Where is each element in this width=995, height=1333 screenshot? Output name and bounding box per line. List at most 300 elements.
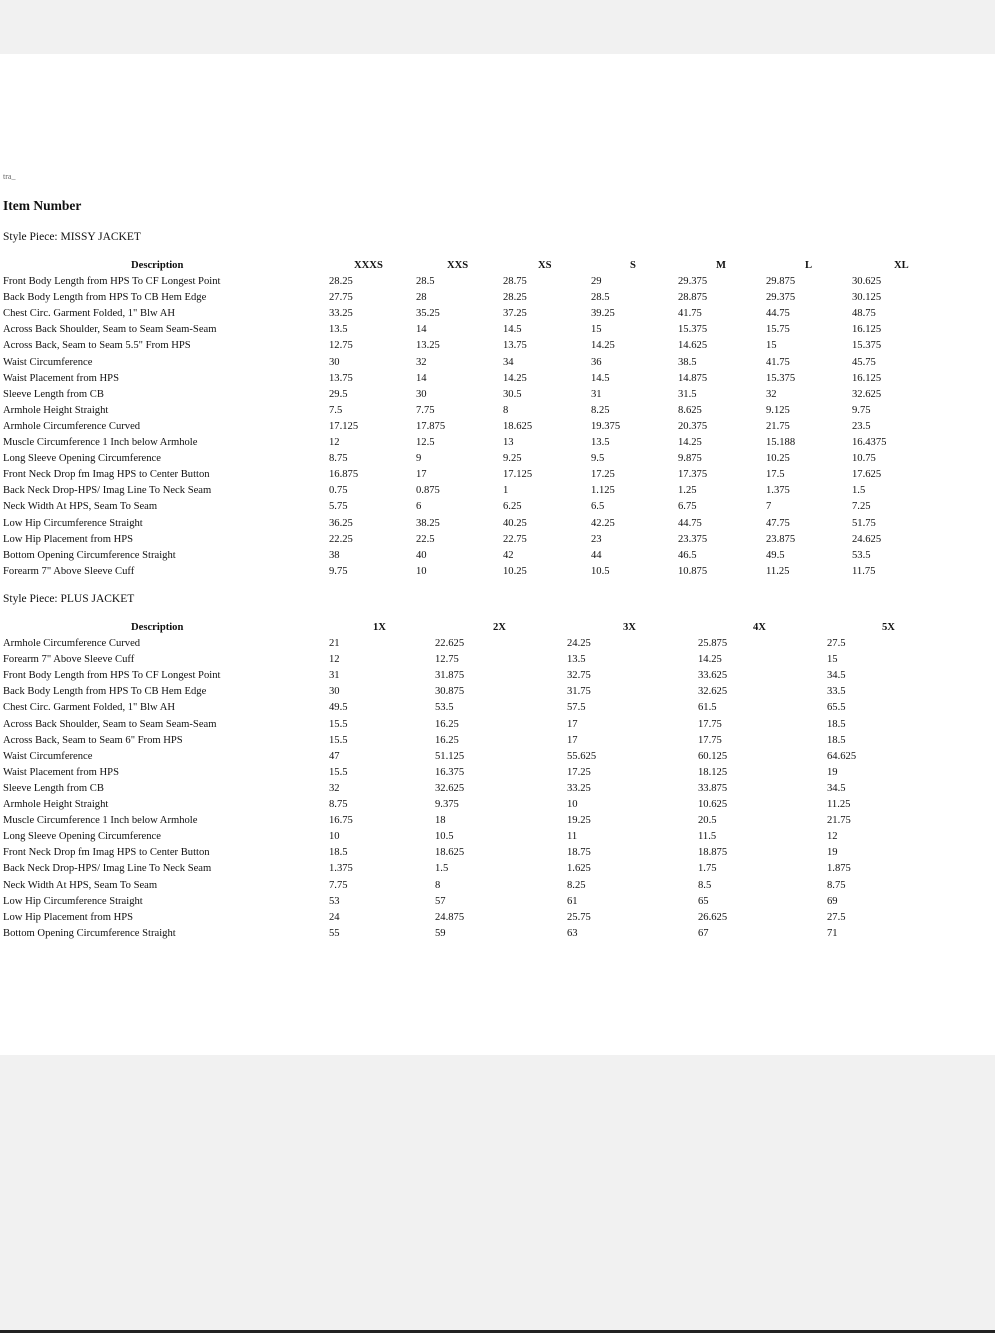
- measurement-value: 51.125: [435, 750, 465, 762]
- measurement-value: 22.5: [416, 533, 435, 545]
- measurement-value: 9.125: [766, 404, 790, 416]
- measurement-value: 16.25: [435, 734, 459, 746]
- measurement-description: Long Sleeve Opening Circumference: [3, 453, 161, 465]
- measurement-value: 21.75: [827, 815, 851, 827]
- measurement-value: 0.75: [329, 485, 348, 497]
- measurement-value: 9: [416, 453, 422, 465]
- table-row: [3, 435, 993, 451]
- measurement-value: 6.5: [591, 501, 605, 513]
- measurement-value: 24.25: [567, 638, 591, 650]
- size-header: 3X: [623, 622, 636, 633]
- measurement-value: 23.375: [678, 533, 708, 545]
- measurement-description: Back Body Length from HPS To CB Hem Edge: [3, 292, 207, 304]
- measurement-description: Muscle Circumference 1 Inch below Armhole: [3, 815, 198, 827]
- measurement-value: 28.5: [591, 292, 610, 304]
- measurement-value: 44.75: [766, 308, 790, 320]
- measurement-value: 47.75: [766, 517, 790, 529]
- measurement-description: Back Neck Drop-HPS/ Imag Line To Neck Seam: [3, 485, 212, 497]
- measurement-value: 10.625: [698, 799, 728, 811]
- measurement-value: 40.25: [503, 517, 527, 529]
- measurement-value: 16.25: [435, 718, 459, 730]
- table-row: [3, 274, 993, 290]
- measurement-value: 18.125: [698, 766, 728, 778]
- measurement-description: Low Hip Circumference Straight: [3, 517, 143, 529]
- measurement-value: 8.75: [329, 453, 348, 465]
- measurement-description: Across Back Shoulder, Seam to Seam Seam-Seam: [3, 718, 217, 730]
- measurement-description: Chest Circ. Garment Folded, 1" Blw AH: [3, 702, 176, 714]
- measurement-value: 15.5: [329, 718, 348, 730]
- measurement-value: 14: [416, 372, 427, 384]
- measurement-value: 7: [766, 501, 772, 513]
- measurement-value: 44.75: [678, 517, 702, 529]
- measurement-value: 29.875: [766, 276, 796, 288]
- measurement-description: Armhole Circumference Curved: [3, 638, 141, 650]
- measurement-value: 30.625: [852, 276, 882, 288]
- measurement-value: 51.75: [852, 517, 876, 529]
- measurement-value: 32: [766, 388, 777, 400]
- measurement-value: 12: [329, 437, 340, 449]
- measurement-description: Armhole Circumference Curved: [3, 420, 141, 432]
- measurement-value: 10.5: [435, 831, 454, 843]
- measurement-value: 19: [827, 766, 838, 778]
- measurement-value: 28.75: [503, 276, 527, 288]
- measurement-value: 28.875: [678, 292, 708, 304]
- measurement-value: 34.5: [827, 782, 846, 794]
- measurement-value: 19: [827, 847, 838, 859]
- measurement-value: 14.5: [503, 324, 522, 336]
- measurement-value: 17.75: [698, 734, 722, 746]
- measurement-description: Waist Circumference: [3, 356, 93, 368]
- size-header: 2X: [493, 622, 506, 633]
- measurement-value: 27.75: [329, 292, 353, 304]
- size-header: L: [805, 260, 813, 271]
- measurement-description: Long Sleeve Opening Circumference: [3, 831, 161, 843]
- measurement-value: 17.75: [698, 718, 722, 730]
- measurement-value: 1.375: [766, 485, 790, 497]
- measurement-description: Front Neck Drop fm Imag HPS to Center Button: [3, 847, 210, 859]
- measurement-value: 17.375: [678, 469, 708, 481]
- table-row: [3, 419, 993, 435]
- measurement-value: 42: [503, 549, 514, 561]
- measurement-value: 10: [416, 565, 427, 577]
- measurement-value: 17.5: [766, 469, 785, 481]
- table-row: [3, 684, 993, 700]
- measurement-value: 1.875: [827, 863, 851, 875]
- measurement-description: Low Hip Circumference Straight: [3, 895, 143, 907]
- measurement-value: 55.625: [567, 750, 597, 762]
- measurement-value: 38.25: [416, 517, 440, 529]
- measurement-value: 1.25: [678, 485, 697, 497]
- measurement-value: 29.375: [766, 292, 796, 304]
- measurement-description: Back Neck Drop-HPS/ Imag Line To Neck Seam: [3, 863, 212, 875]
- measurement-value: 8.75: [827, 879, 846, 891]
- measurement-value: 15: [827, 654, 838, 666]
- table-row: [3, 797, 993, 813]
- measurement-value: 18.5: [827, 734, 846, 746]
- measurement-value: 22.25: [329, 533, 353, 545]
- measurement-value: 9.75: [329, 565, 348, 577]
- measurement-value: 61.5: [698, 702, 717, 714]
- measurement-value: 67: [698, 927, 709, 939]
- measurement-value: 32: [416, 356, 427, 368]
- measurement-description: Armhole Height Straight: [3, 404, 109, 416]
- measurement-value: 65: [698, 895, 709, 907]
- table-row: [3, 652, 993, 668]
- measurement-value: 33.875: [698, 782, 728, 794]
- measurement-value: 53.5: [435, 702, 454, 714]
- size-header: XXS: [447, 260, 469, 271]
- size-header: XS: [538, 260, 552, 271]
- tiny-mark: tra_: [3, 172, 16, 181]
- measurement-value: 6.75: [678, 501, 697, 513]
- measurement-value: 11: [567, 831, 578, 843]
- measurement-value: 32.625: [698, 686, 728, 698]
- measurement-description: Bottom Opening Circumference Straight: [3, 549, 176, 561]
- description-header: Description: [131, 260, 184, 271]
- measurement-value: 7.25: [852, 501, 871, 513]
- measurement-value: 9.25: [503, 453, 522, 465]
- size-header: M: [716, 260, 726, 271]
- measurement-description: Across Back, Seam to Seam 6" From HPS: [3, 734, 183, 746]
- measurement-value: 42.25: [591, 517, 615, 529]
- measurement-value: 48.75: [852, 308, 876, 320]
- size-header: S: [630, 260, 636, 271]
- measurement-description: Sleeve Length from CB: [3, 782, 104, 794]
- measurement-value: 32: [329, 782, 340, 794]
- measurement-value: 7.75: [329, 879, 348, 891]
- measurement-description: Muscle Circumference 1 Inch below Armhole: [3, 437, 198, 449]
- measurement-value: 12.75: [329, 340, 353, 352]
- measurement-value: 22.75: [503, 533, 527, 545]
- measurement-value: 29.5: [329, 388, 348, 400]
- measurement-value: 24.625: [852, 533, 882, 545]
- measurement-value: 45.75: [852, 356, 876, 368]
- measurement-value: 44: [591, 549, 602, 561]
- measurement-value: 23.5: [852, 420, 871, 432]
- measurement-value: 17: [416, 469, 427, 481]
- measurement-value: 10.25: [503, 565, 527, 577]
- measurement-value: 13.25: [416, 340, 440, 352]
- measurement-value: 13: [503, 437, 514, 449]
- measurement-value: 59: [435, 927, 446, 939]
- missy-spec-table: [3, 258, 993, 580]
- table-row: [3, 451, 993, 467]
- measurement-value: 15.75: [766, 324, 790, 336]
- measurement-value: 12: [827, 831, 838, 843]
- measurement-value: 24: [329, 911, 340, 923]
- measurement-value: 18.875: [698, 847, 728, 859]
- measurement-value: 30.875: [435, 686, 465, 698]
- measurement-description: Sleeve Length from CB: [3, 388, 104, 400]
- measurement-value: 13.5: [329, 324, 348, 336]
- measurement-value: 60.125: [698, 750, 728, 762]
- size-header: 4X: [753, 622, 766, 633]
- measurement-description: Waist Placement from HPS: [3, 372, 119, 384]
- table-row: [3, 926, 993, 942]
- measurement-value: 10.25: [766, 453, 790, 465]
- description-header: Description: [131, 622, 184, 633]
- table-row: [3, 371, 993, 387]
- measurement-value: 18.625: [503, 420, 533, 432]
- measurement-description: Back Body Length from HPS To CB Hem Edge: [3, 686, 207, 698]
- measurement-value: 1.375: [329, 863, 353, 875]
- style-piece-missy: Style Piece: MISSY JACKET: [3, 231, 141, 243]
- measurement-value: 16.125: [852, 372, 882, 384]
- measurement-description: Low Hip Placement from HPS: [3, 911, 134, 923]
- measurement-value: 10: [567, 799, 578, 811]
- measurement-value: 6: [416, 501, 422, 513]
- size-header: XL: [894, 260, 909, 271]
- measurement-value: 8.25: [567, 879, 586, 891]
- measurement-value: 13.75: [503, 340, 527, 352]
- measurement-description: Forearm 7" Above Sleeve Cuff: [3, 565, 135, 577]
- measurement-value: 17: [567, 734, 578, 746]
- measurement-value: 16.375: [435, 766, 465, 778]
- measurement-value: 10.875: [678, 565, 708, 577]
- measurement-value: 29: [591, 276, 602, 288]
- measurement-value: 28.5: [416, 276, 435, 288]
- measurement-value: 36: [591, 356, 602, 368]
- measurement-value: 17.875: [416, 420, 446, 432]
- style-piece-plus: Style Piece: PLUS JACKET: [3, 593, 135, 605]
- table-row: [3, 499, 993, 515]
- measurement-value: 27.5: [827, 638, 846, 650]
- measurement-value: 31: [591, 388, 602, 400]
- measurement-value: 33.25: [567, 782, 591, 794]
- measurement-value: 71: [827, 927, 838, 939]
- measurement-value: 34: [503, 356, 514, 368]
- measurement-value: 53.5: [852, 549, 871, 561]
- measurement-value: 35.25: [416, 308, 440, 320]
- measurement-value: 15: [591, 324, 602, 336]
- measurement-value: 12: [329, 654, 340, 666]
- measurement-value: 32.625: [435, 782, 465, 794]
- table-row: [3, 355, 993, 371]
- measurement-value: 11.25: [827, 799, 851, 811]
- measurement-value: 57.5: [567, 702, 586, 714]
- table-header-row: [3, 620, 993, 636]
- table-row: [3, 387, 993, 403]
- table-row: [3, 910, 993, 926]
- measurement-value: 15.375: [678, 324, 708, 336]
- measurement-value: 17.25: [567, 766, 591, 778]
- measurement-value: 32.75: [567, 670, 591, 682]
- item-number-heading: Item Number: [3, 198, 82, 213]
- measurement-value: 31.875: [435, 670, 465, 682]
- measurement-value: 12.75: [435, 654, 459, 666]
- measurement-value: 1.5: [435, 863, 449, 875]
- measurement-value: 49.5: [766, 549, 785, 561]
- measurement-value: 14.25: [678, 437, 702, 449]
- table-row: [3, 894, 993, 910]
- measurement-value: 17.125: [329, 420, 359, 432]
- measurement-value: 49.5: [329, 702, 348, 714]
- measurement-value: 1.5: [852, 485, 866, 497]
- measurement-value: 36.25: [329, 517, 353, 529]
- measurement-value: 1.125: [591, 485, 615, 497]
- measurement-description: Bottom Opening Circumference Straight: [3, 927, 176, 939]
- measurement-value: 15.5: [329, 734, 348, 746]
- measurement-value: 26.625: [698, 911, 728, 923]
- measurement-value: 17.25: [591, 469, 615, 481]
- measurement-value: 10.75: [852, 453, 876, 465]
- measurement-value: 39.25: [591, 308, 615, 320]
- measurement-value: 69: [827, 895, 838, 907]
- table-row: [3, 548, 993, 564]
- table-row: [3, 813, 993, 829]
- measurement-description: Chest Circ. Garment Folded, 1" Blw AH: [3, 308, 176, 320]
- table-row: [3, 749, 993, 765]
- measurement-value: 12.5: [416, 437, 435, 449]
- table-row: [3, 878, 993, 894]
- measurement-value: 18.625: [435, 847, 465, 859]
- measurement-value: 7.75: [416, 404, 435, 416]
- measurement-description: Neck Width At HPS, Seam To Seam: [3, 501, 158, 513]
- size-header: 5X: [882, 622, 895, 633]
- measurement-value: 40: [416, 549, 427, 561]
- measurement-value: 18.75: [567, 847, 591, 859]
- measurement-value: 8: [435, 879, 441, 891]
- measurement-value: 30: [329, 356, 340, 368]
- measurement-description: Armhole Height Straight: [3, 799, 109, 811]
- measurement-value: 0.875: [416, 485, 440, 497]
- measurement-value: 41.75: [678, 308, 702, 320]
- table-row: [3, 668, 993, 684]
- measurement-value: 14.25: [698, 654, 722, 666]
- measurement-value: 16.4375: [852, 437, 887, 449]
- size-header: XXXS: [354, 260, 383, 271]
- measurement-value: 9.875: [678, 453, 702, 465]
- measurement-value: 23: [591, 533, 602, 545]
- measurement-value: 17.125: [503, 469, 533, 481]
- measurement-value: 9.375: [435, 799, 459, 811]
- measurement-value: 13.5: [567, 654, 586, 666]
- measurement-value: 7.5: [329, 404, 343, 416]
- measurement-value: 32.625: [852, 388, 882, 400]
- measurement-description: Front Neck Drop fm Imag HPS to Center Button: [3, 469, 210, 481]
- measurement-value: 15.188: [766, 437, 796, 449]
- measurement-value: 30: [329, 686, 340, 698]
- measurement-value: 14.5: [591, 372, 610, 384]
- measurement-value: 38: [329, 549, 340, 561]
- table-row: [3, 483, 993, 499]
- measurement-value: 24.875: [435, 911, 465, 923]
- measurement-value: 34.5: [827, 670, 846, 682]
- measurement-description: Low Hip Placement from HPS: [3, 533, 134, 545]
- measurement-value: 18: [435, 815, 446, 827]
- measurement-value: 64.625: [827, 750, 857, 762]
- table-row: [3, 636, 993, 652]
- table-header-row: [3, 258, 993, 274]
- table-row: [3, 845, 993, 861]
- measurement-value: 14: [416, 324, 427, 336]
- measurement-value: 38.5: [678, 356, 697, 368]
- measurement-value: 33.625: [698, 670, 728, 682]
- measurement-description: Neck Width At HPS, Seam To Seam: [3, 879, 158, 891]
- measurement-description: Waist Placement from HPS: [3, 766, 119, 778]
- plus-spec-table: [3, 620, 993, 942]
- measurement-value: 6.25: [503, 501, 522, 513]
- measurement-value: 30: [416, 388, 427, 400]
- measurement-value: 16.125: [852, 324, 882, 336]
- measurement-value: 61: [567, 895, 578, 907]
- measurement-value: 19.25: [567, 815, 591, 827]
- measurement-value: 8.25: [591, 404, 610, 416]
- measurement-value: 31: [329, 670, 340, 682]
- measurement-value: 8.625: [678, 404, 702, 416]
- measurement-value: 16.75: [329, 815, 353, 827]
- measurement-value: 22.625: [435, 638, 465, 650]
- measurement-value: 11.25: [766, 565, 790, 577]
- table-row: [3, 700, 993, 716]
- table-row: [3, 564, 993, 580]
- measurement-value: 10: [329, 831, 340, 843]
- measurement-value: 21: [329, 638, 340, 650]
- measurement-value: 8: [503, 404, 509, 416]
- measurement-value: 11.75: [852, 565, 876, 577]
- measurement-description: Waist Circumference: [3, 750, 93, 762]
- measurement-value: 23.875: [766, 533, 796, 545]
- size-header: 1X: [373, 622, 386, 633]
- measurement-value: 37.25: [503, 308, 527, 320]
- measurement-value: 8.75: [329, 799, 348, 811]
- measurement-value: 17.625: [852, 469, 882, 481]
- table-row: [3, 516, 993, 532]
- measurement-value: 57: [435, 895, 446, 907]
- table-row: [3, 467, 993, 483]
- measurement-value: 63: [567, 927, 578, 939]
- table-row: [3, 322, 993, 338]
- measurement-value: 15.5: [329, 766, 348, 778]
- measurement-value: 18.5: [827, 718, 846, 730]
- measurement-value: 13.75: [329, 372, 353, 384]
- measurement-value: 29.375: [678, 276, 708, 288]
- measurement-value: 46.5: [678, 549, 697, 561]
- measurement-value: 1.75: [698, 863, 717, 875]
- measurement-value: 53: [329, 895, 340, 907]
- measurement-value: 10.5: [591, 565, 610, 577]
- measurement-value: 25.75: [567, 911, 591, 923]
- measurement-value: 16.875: [329, 469, 359, 481]
- measurement-value: 55: [329, 927, 340, 939]
- measurement-value: 19.375: [591, 420, 621, 432]
- measurement-value: 65.5: [827, 702, 846, 714]
- table-row: [3, 781, 993, 797]
- table-row: [3, 338, 993, 354]
- table-row: [3, 829, 993, 845]
- measurement-description: Across Back Shoulder, Seam to Seam Seam-Seam: [3, 324, 217, 336]
- measurement-value: 25.875: [698, 638, 728, 650]
- table-row: [3, 765, 993, 781]
- table-row: [3, 403, 993, 419]
- table-row: [3, 733, 993, 749]
- measurement-description: Forearm 7" Above Sleeve Cuff: [3, 654, 135, 666]
- measurement-value: 1: [503, 485, 509, 497]
- table-row: [3, 306, 993, 322]
- measurement-value: 28.25: [329, 276, 353, 288]
- measurement-value: 28: [416, 292, 427, 304]
- measurement-value: 21.75: [766, 420, 790, 432]
- measurement-value: 14.625: [678, 340, 708, 352]
- measurement-value: 8.5: [698, 879, 712, 891]
- measurement-value: 31.5: [678, 388, 697, 400]
- measurement-description: Front Body Length from HPS To CF Longest Point: [3, 670, 221, 682]
- measurement-description: Front Body Length from HPS To CF Longest Point: [3, 276, 221, 288]
- measurement-value: 33.5: [827, 686, 846, 698]
- measurement-value: 15.375: [852, 340, 882, 352]
- measurement-value: 28.25: [503, 292, 527, 304]
- measurement-value: 9.5: [591, 453, 605, 465]
